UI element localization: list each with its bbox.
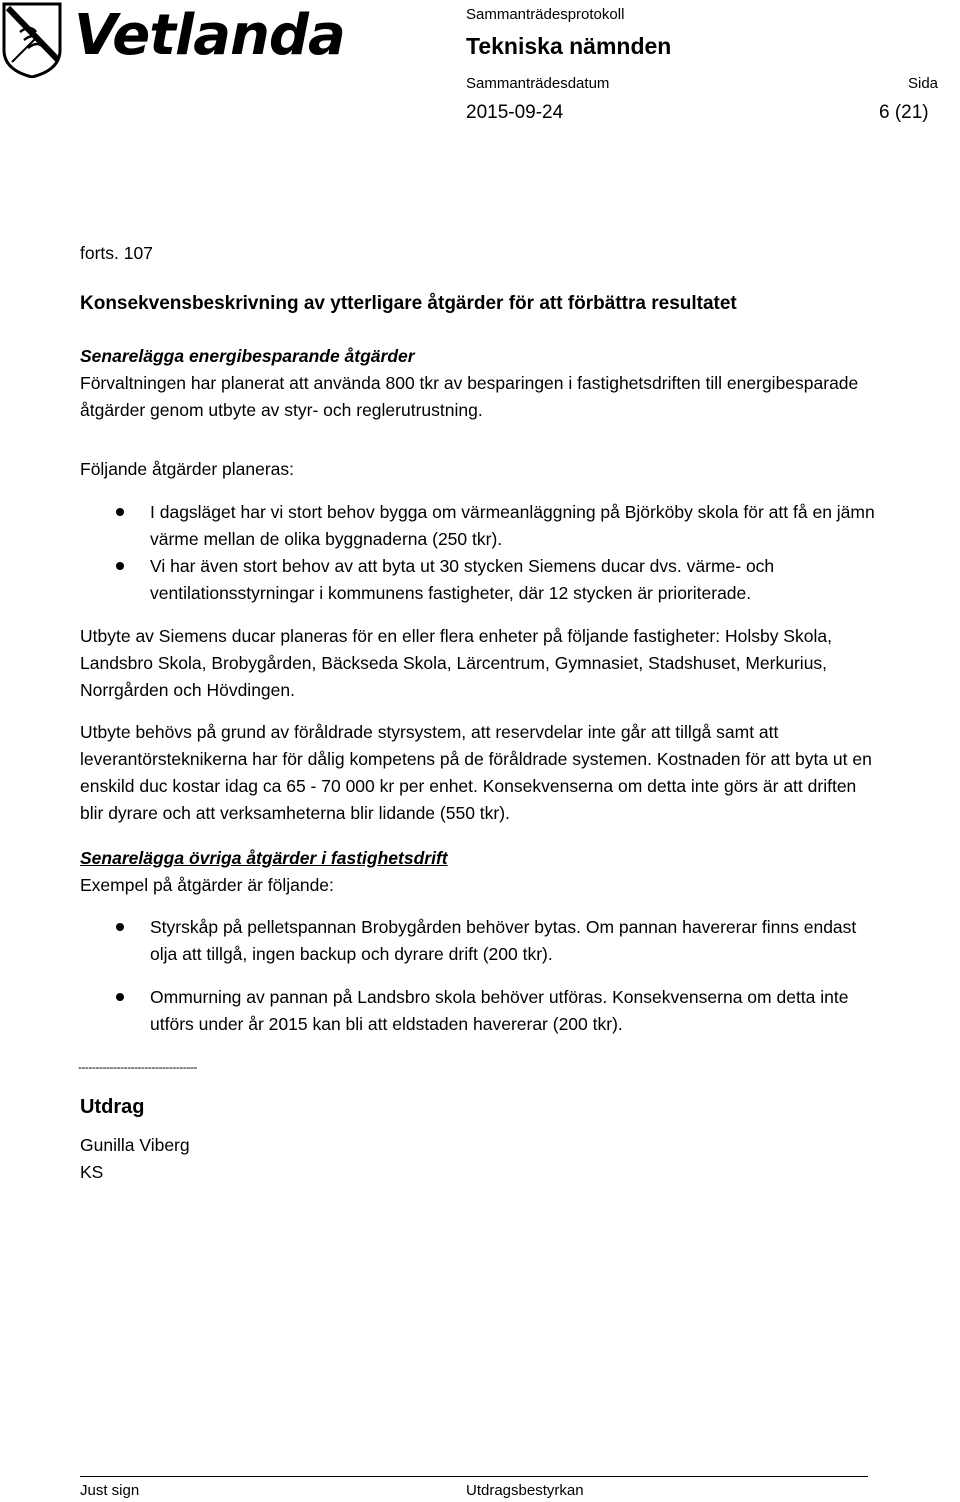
page-label: Sida <box>908 75 939 92</box>
extract-recipients <box>80 1132 190 1186</box>
subsection-other <box>80 845 880 899</box>
example-actions-list <box>80 914 880 1038</box>
page-number: 6 (21) <box>879 102 929 123</box>
extract-title: Utdrag <box>80 1096 145 1118</box>
list-item: Ommurning av pannan på Landsbro skola behöver utföras. Konsekvenserna om detta inte utförs under år 2015 kan bli att eldstaden havererar (200 tkr). <box>80 984 880 1038</box>
planned-actions-list <box>80 499 880 607</box>
recipient: Gunilla Viberg <box>80 1135 190 1155</box>
committee-name: Tekniska nämnden <box>466 33 672 59</box>
list-item: Vi har även stort behov av att byta ut 30 stycken Siemens ducar dvs. värme- och ventilationsstyrningar i kommunens fastigheter, där 12 stycken är prioriterade. <box>80 553 880 607</box>
subsection-other-intro: Exempel på åtgärder är följande: <box>80 875 334 895</box>
subsection-energy-title: Senarelägga energibesparande åtgärder <box>80 346 415 366</box>
footer-sign: Just sign <box>80 1482 140 1499</box>
planned-actions-intro: Följande åtgärder planeras: <box>80 459 295 479</box>
municipality-crest-icon <box>0 2 64 78</box>
meeting-date: 2015-09-24 <box>466 102 564 123</box>
section-title: Konsekvensbeskrivning av ytterligare åtgärder för att förbättra resultatet <box>80 293 737 314</box>
doc-type: Sammanträdesprotokoll <box>466 6 625 23</box>
separator-line: ---------------------------------- <box>78 1060 197 1074</box>
brand-logo: Vetlanda <box>74 3 345 68</box>
section-reference: forts. 107 <box>80 243 153 263</box>
subsection-energy <box>80 343 880 424</box>
list-item: Styrskåp på pelletspannan Brobygården behöver bytas. Om pannan havererar finns endast olja att tillgå, ingen backup och dyrare drift (200 tkr). <box>80 914 880 968</box>
date-label: Sammanträdesdatum <box>466 75 610 92</box>
list-item: I dagsläget har vi stort behov bygga om värmeanläggning på Björköby skola för att få en jämn värme mellan de olika byggnaderna (250 tkr). <box>80 499 880 553</box>
footer-certification: Utdragsbestyrkan <box>466 1482 584 1499</box>
siemens-properties-paragraph: Utbyte av Siemens ducar planeras för en eller flera enheter på följande fastigheter: Holsby Skola, Landsbro Skola, Brobygården, Bäckseda Skola, Lärcentrum, Gymnasiet, Stadshuset, Merkurius, Norrgården och Hövdingen. <box>80 626 832 700</box>
subsection-other-title: Senarelägga övriga åtgärder i fastighetsdrift <box>80 848 448 868</box>
subsection-energy-paragraph: Förvaltningen har planerat att använda 800 tkr av besparingen i fastighetsdriften till energibesparade åtgärder genom utbyte av styr- och reglerutrustning. <box>80 373 859 420</box>
recipient: KS <box>80 1162 104 1182</box>
consequences-paragraph: Utbyte behövs på grund av föråldrade styrsystem, att reservdelar inte går att tillgå samt att leverantörsteknikerna har för dålig kompetens på de föråldrade systemen. Kostnaden för att byta ut en enskild duc kostar idag ca 65 - 70 000 kr per enhet. Konsekvenserna om detta inte görs är att driften blir dyrare och att verksamheterna blir lidande (550 tkr). <box>80 722 872 823</box>
footer-divider <box>80 1476 868 1477</box>
